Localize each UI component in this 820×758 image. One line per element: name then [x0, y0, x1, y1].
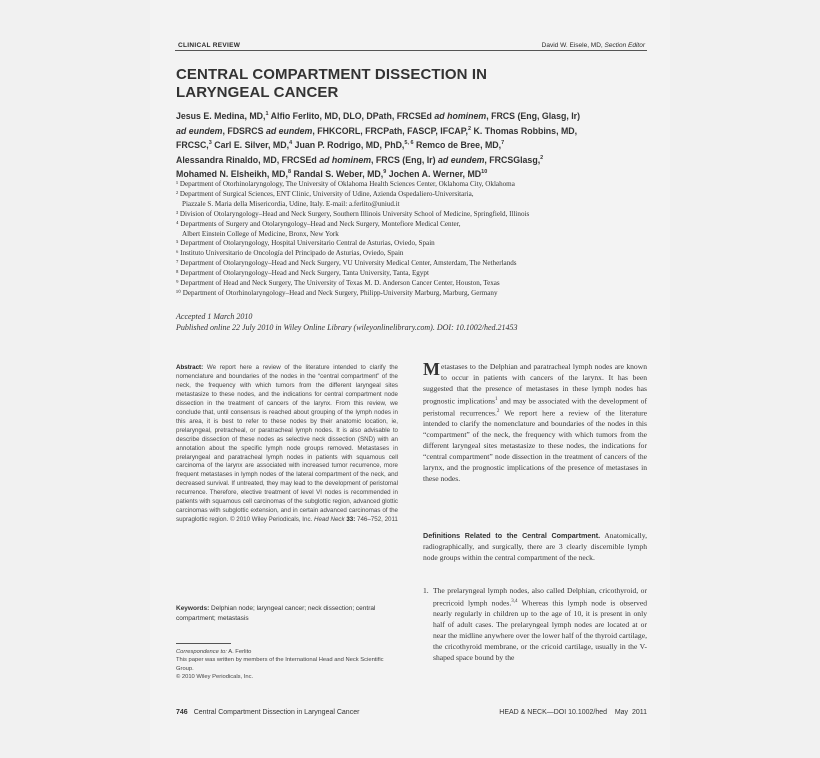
- keywords-text: Delphian node; laryngeal cancer; neck dissection; central compartment; metastasis: [176, 605, 376, 622]
- author-line: Jesus E. Medina, MD,$^1$ Alfio Ferlito, MD, DLO, DPath, FRCSEd ad hominem, FRCS (Eng, Glasg, Ir): [176, 110, 581, 121]
- section-text: Anatomically, radiographically, and surgically, there are 3 clearly discernible lymph node groups within the central compartment of the neck.: [423, 531, 647, 562]
- footnote: [176, 648, 398, 682]
- footer-left: [176, 709, 359, 716]
- affiliation-item: ⁸ Department of Otolaryngology–Head and Neck Surgery, Tanta University, Tanta, Egypt: [176, 269, 429, 278]
- title-line-2: LARYNGEAL CANCER: [176, 84, 339, 101]
- drop-cap: M: [423, 359, 440, 379]
- list-text: The prelaryngeal lymph nodes, also called Delphian, cricothyroid, or precricoid lymph nodes.$^{3,4}$ Whereas this lymph node is observed nearly regularly in children up to the age of 10, it is present in only half of adult cases. The prelaryngeal lymph nodes are located at or near the midline anywhere over the lower half of the thyroid cartilage, the cricothyroid membrane, or the cricoid cartilage, usually in the V-shaped space bound by the: [433, 586, 647, 662]
- affiliation-item: ⁵ Department of Otolaryngology, Hospital Universitario Central de Asturias, Oviedo, Spain: [176, 239, 435, 248]
- introduction-paragraph: Metastases to the Delphian and paratracheal lymph nodes are known to occur in patients with cancers of the larynx. It has been suggested that the presence of metastases in these lymph nodes has prognostic implications$^1$ and may be associated with the development of peristomal recurrences.$^2$ We report here a review of the literature intended to clarify the nomenclature and boundaries of the nodes in this “compartment” of the neck, the frequency with which tumors from the different laryngeal sites metastasize to these nodes, the indications for “central compartment” node dissection in the treatment of cancers of the larynx, and the prognostic implications of the presence of metastases in these nodes.: [423, 359, 647, 483]
- abstract-journal: Head Neck: [314, 516, 345, 524]
- editor-role: Section Editor: [604, 42, 645, 49]
- definitions-section: [423, 531, 647, 564]
- affiliation-item: Albert Einstein College of Medicine, Bronx, New York: [182, 229, 339, 238]
- author-line: Alessandra Rinaldo, MD, FRCSEd ad hominem, FRCS (Eng, Ir) ad eundem, FRCSGlasg,$^2$: [176, 154, 544, 165]
- affiliation-item: ¹⁰ Department of Otorhinolaryngology–Head and Neck Surgery, Philipp-University Marburg, Marburg, Germany: [176, 288, 498, 297]
- list-item: [423, 586, 647, 663]
- author-line: ad eundem, FDSRCS ad eundem, FHKCORL, FRCPath, FASCP, IFCAP,$^2$ K. Thomas Robbins, MD,: [176, 125, 578, 136]
- publication-dates: [176, 311, 646, 333]
- running-title: Central Compartment Dissection in Laryngeal Cancer: [193, 709, 360, 716]
- accepted-date: Accepted 1 March 2010: [176, 312, 253, 321]
- editor-name: David W. Eisele, MD,: [541, 42, 603, 49]
- abstract-pages: 746–752, 2011: [357, 516, 398, 524]
- abstract: [176, 364, 398, 525]
- footnote-rule: [176, 643, 231, 644]
- abstract-text: We report here a review of the literature intended to clarify the nomenclature and boundaries of the nodes in the “central compartment” of the neck, the frequency with which tumors from the different laryngeal sites metastasize to these nodes, and the indications for central compartment node dissection in the treatment of cancers of the larynx. From this review, we conclude that, until consensus is reached about grouping of the lymph nodes in this area, it is best to refer to these nodes by their anatomic location, ie, prelaryngeal, pretracheal, or paratracheal lymph nodes. It is also advisable to describe dissection of these nodes as selective neck dissection (SND) with an annotation about the specific lymph node groups removed. Metastases in prelaryngeal and paratracheal lymph nodes in patients with squamous cell carcinoma of the larynx are associated with increased tumor recurrence, more frequent metastases in lymph nodes of the lateral compartment of the neck, and decreased survival. If untreated, they may lead to the development of peristomal recurrence. Therefore, elective treatment of level VI nodes is recommended in patients with squamous cell carcinomas of the subglottic region, advanced glottic carcinomas with subglottic extension, and in certain advanced carcinomas of the supraglottic region. © 2010 Wiley Periodicals, Inc.: [176, 364, 398, 524]
- author-line: Mohamed N. Elsheikh, MD,$^8$ Randal S. Weber, MD,$^9$ Jochen A. Werner, MD$^{10}$: [176, 168, 488, 179]
- author-list: [176, 108, 646, 181]
- correspondence: Correspondence to: A. Ferlito: [176, 649, 252, 655]
- title-line-1: CENTRAL COMPARTMENT DISSECTION IN: [176, 66, 488, 83]
- section-label: CLINICAL REVIEW: [178, 42, 241, 49]
- affiliation-item: ⁹ Department of Head and Neck Surgery, The University of Texas M. D. Anderson Cancer Center, Houston, Texas: [176, 279, 500, 288]
- affiliation-item: ⁶ Instituto Universitario de Oncología del Principado de Asturias, Oviedo, Spain: [176, 249, 404, 258]
- footer-journal: HEAD & NECK—DOI 10.1002/hed May 2011: [499, 709, 647, 716]
- section-heading: Definitions Related to the Central Compartment.: [423, 531, 601, 540]
- abstract-volume: 33:: [346, 516, 356, 524]
- affiliation-item: ¹ Department of Otorhinolaryngology, The University of Oklahoma Health Sciences Center, Oklahoma City, Oklahoma: [176, 180, 515, 188]
- affiliation-item: ⁴ Departments of Surgery and Otolaryngology–Head and Neck Surgery, Montefiore Medical Center,: [176, 219, 461, 228]
- header-rule: [175, 50, 647, 51]
- footnote-copyright: © 2010 Wiley Periodicals, Inc.: [176, 674, 254, 681]
- published-info: Published online 22 July 2010 in Wiley Online Library (wileyonlinelibrary.com). DOI: 10.1002/hed.21453: [176, 323, 518, 332]
- affiliation-item: ² Department of Surgical Sciences, ENT Clinic, University of Udine, Azienda Ospedaliero-Universitaria,: [176, 189, 474, 198]
- affiliation-item: Piazzale S. Maria della Misericordia, Udine, Italy. E-mail: a.ferlito@uniud.it: [182, 199, 400, 208]
- affiliation-item: ³ Division of Otolaryngology–Head and Neck Surgery, Southern Illinois University School of Medicine, Springfield, Illinois: [176, 209, 530, 218]
- affiliation-item: ⁷ Department of Otolaryngology–Head and Neck Surgery, VU University Medical Center, Amsterdam, The Netherlands: [176, 259, 517, 268]
- affiliations: [176, 180, 646, 299]
- keywords: [176, 604, 398, 623]
- footnote-note: This paper was written by members of the International Head and Neck Scientific Group.: [176, 657, 384, 672]
- author-line: FRCSC,$^3$ Carl E. Silver, MD,$^4$ Juan P. Rodrigo, MD, PhD,$^{5, 6}$ Remco de Bree, MD,$^7$: [176, 139, 505, 150]
- page-number: 746: [176, 709, 188, 716]
- section-editor: [530, 42, 645, 49]
- abstract-label: Abstract:: [176, 364, 204, 371]
- list-number: 1.: [423, 586, 429, 595]
- keywords-label: Keywords:: [176, 605, 210, 612]
- paper-title: [176, 66, 646, 102]
